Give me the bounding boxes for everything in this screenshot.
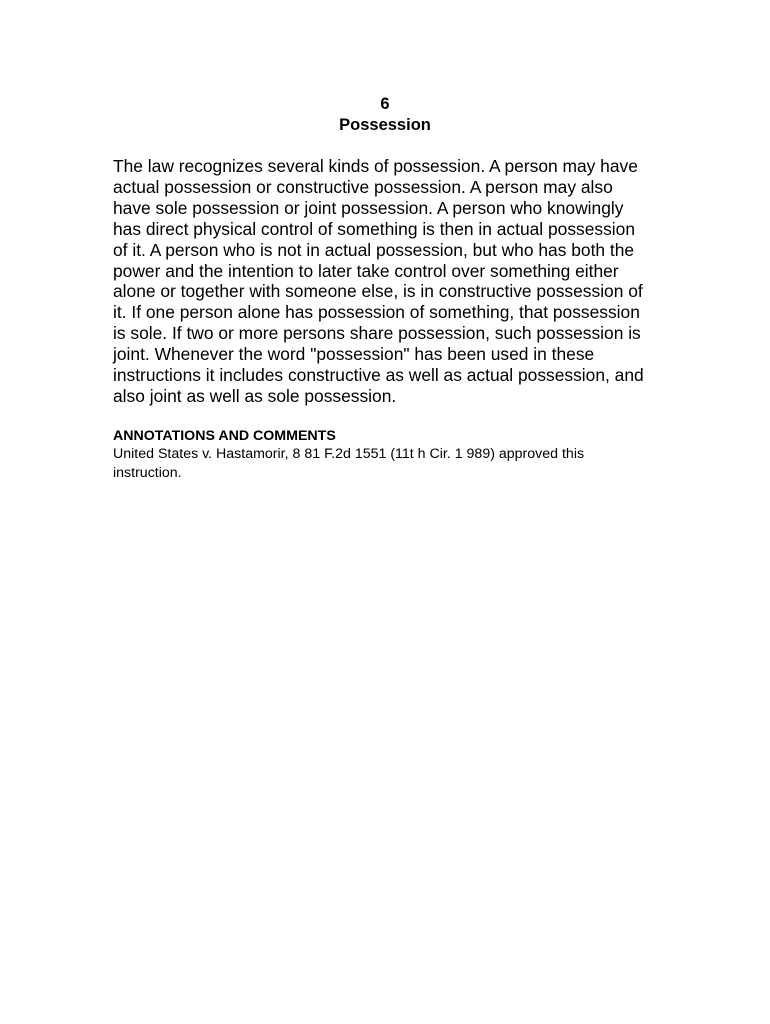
instruction-number: 6 — [380, 95, 390, 113]
annotations-heading: ANNOTATIONS AND COMMENTS — [113, 428, 336, 444]
instruction-body: The law recognizes several kinds of possession. A person may have actual possession or constructive possession. A person may also have sole possession or joint possession. A person who knowingly has direct physical control of something is then in actual possession of it. A person who is not in actual possession, but who has both the power and the intention to later take control over something either alone or together with someone else, is in constructive possession of it. If one person alone has possession of something, that possession is sole. If two or more persons share possession, such possession is joint. Whenever the word "possession" has been used in these instructions it includes constructive as well as actual possession, and also joint as well as sole possession. — [113, 156, 644, 406]
instruction-title: Possession — [339, 116, 431, 134]
annotations-text: United States v. Hastamorir, 8 81 F.2d 1551 (11t h Cir. 1 989) approved this instruction. — [113, 446, 585, 481]
instruction-header — [0, 94, 770, 136]
